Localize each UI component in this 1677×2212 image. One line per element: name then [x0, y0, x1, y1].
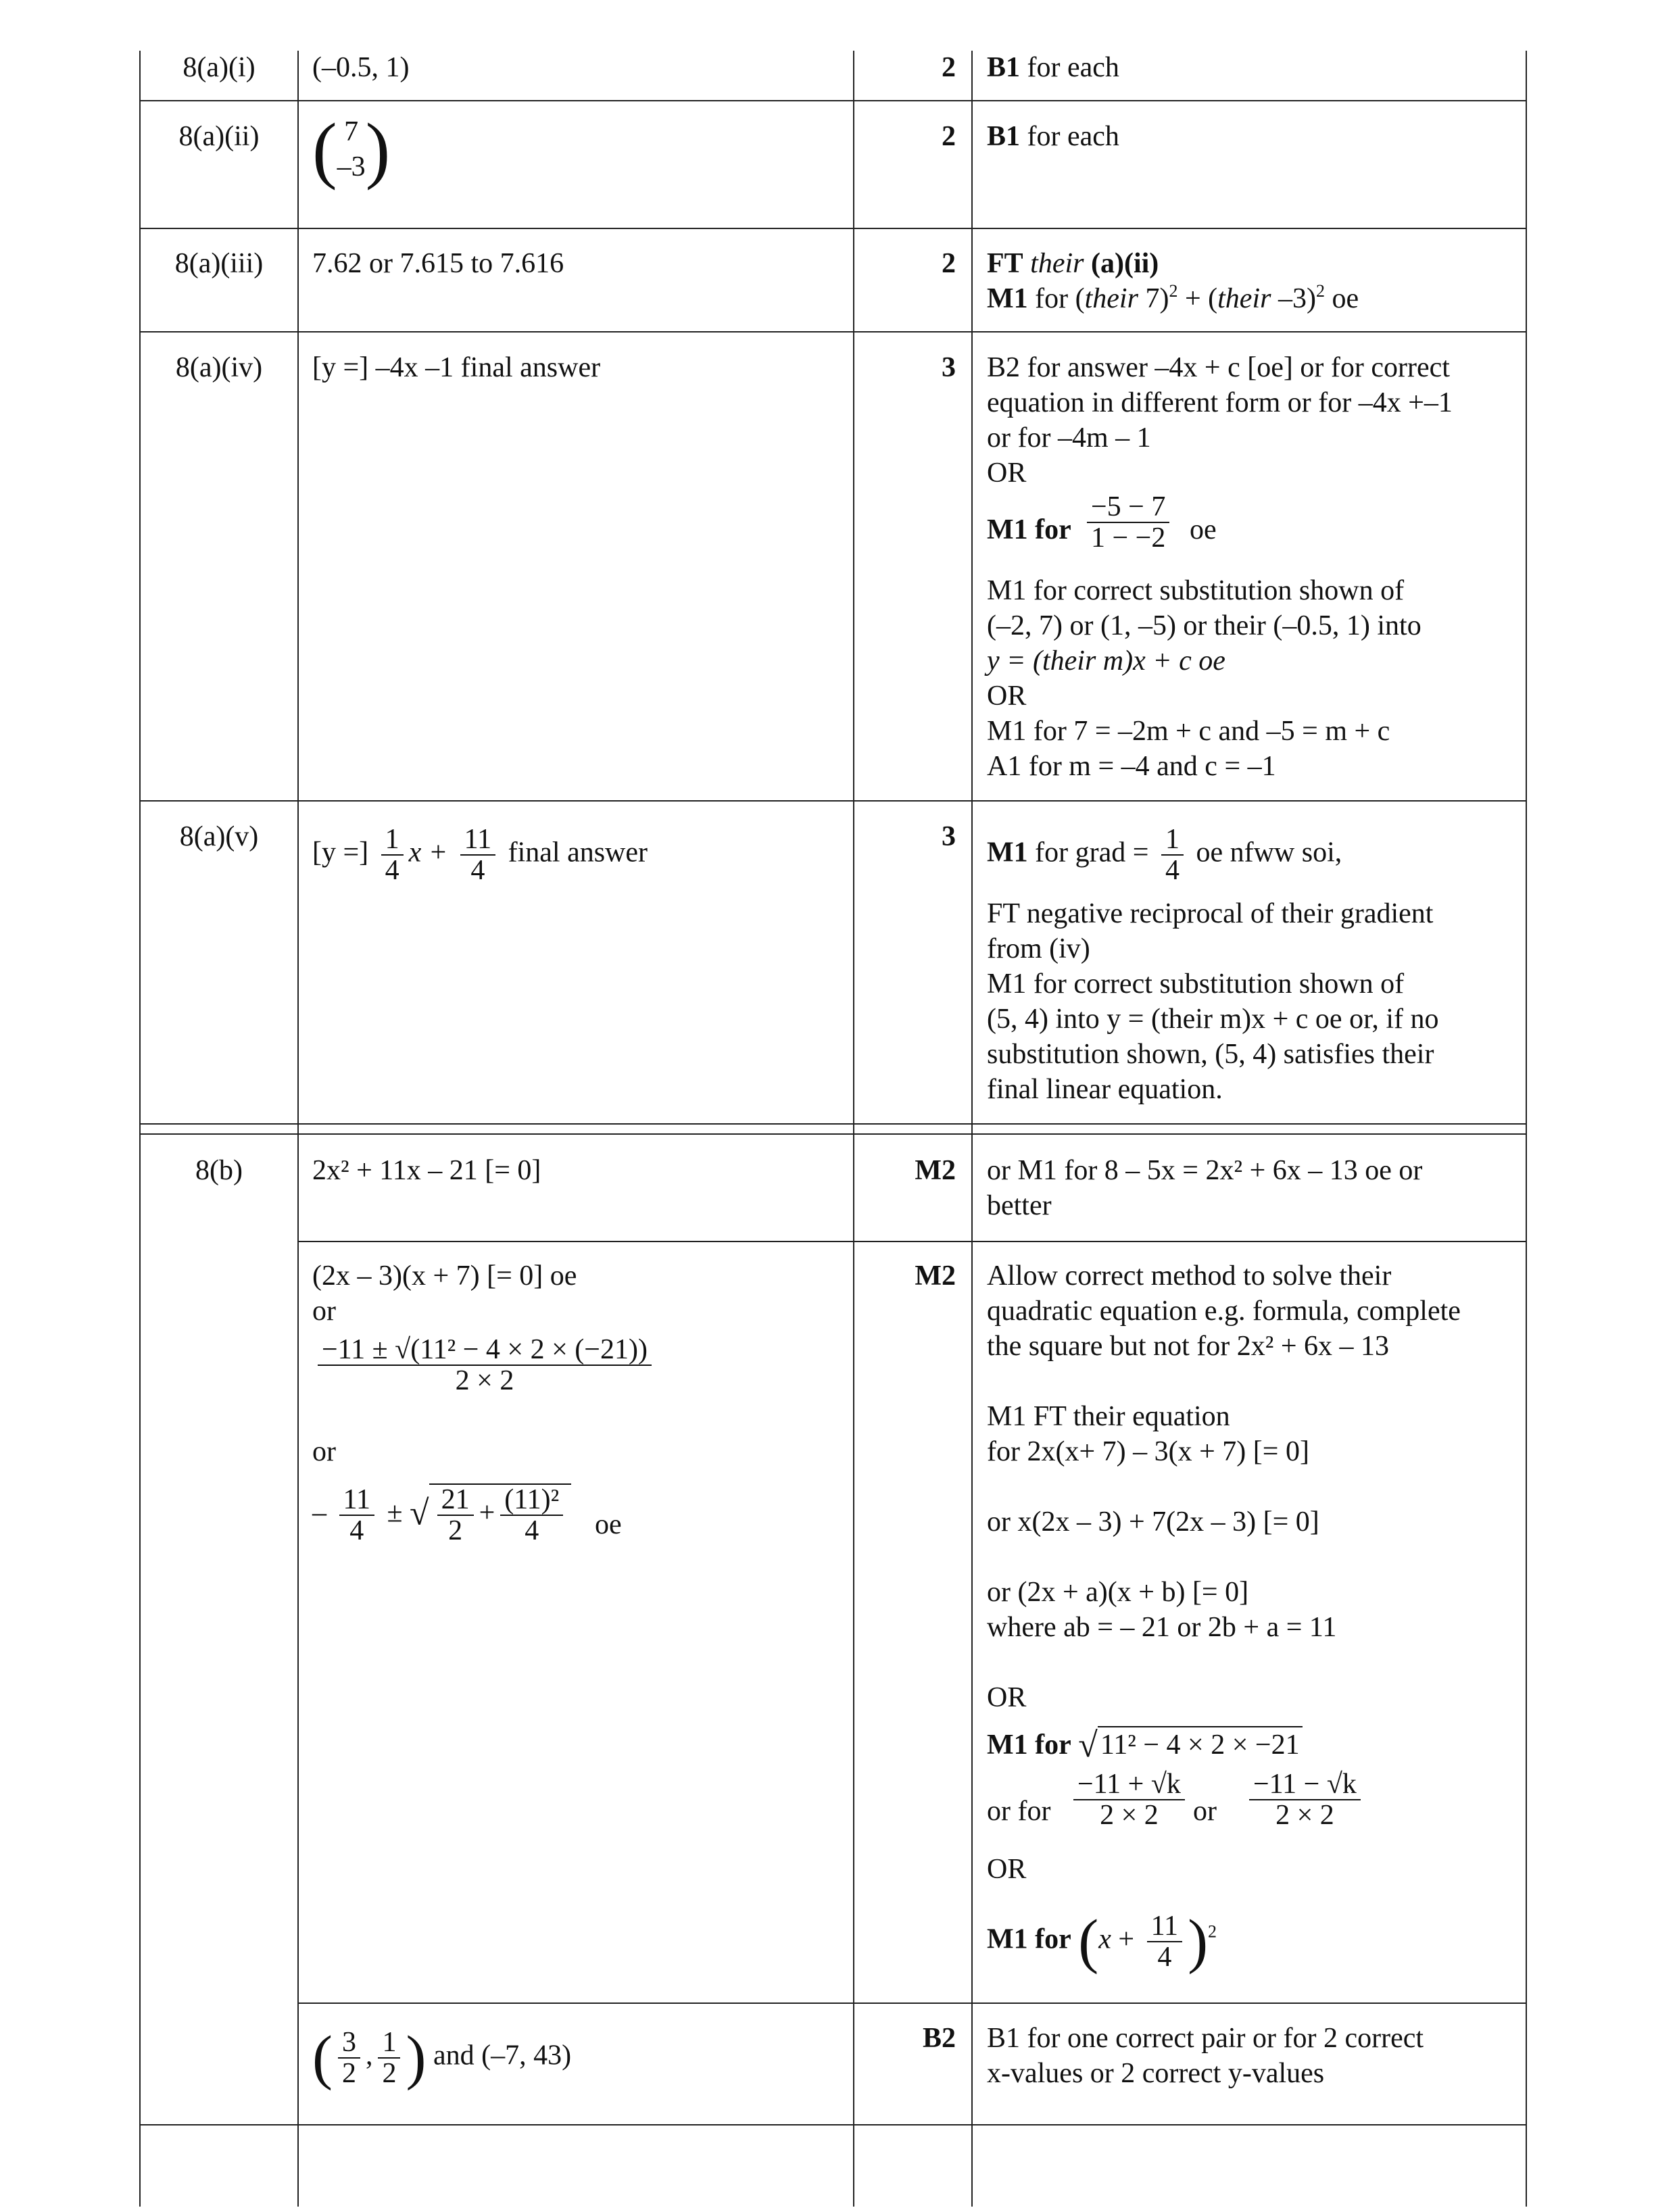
- marks-cell: 2: [942, 121, 956, 152]
- guidance-cell: B1 for each: [987, 52, 1119, 83]
- guidance-line: where ab = – 21 or 2b + a = 11: [987, 1612, 1337, 1643]
- answer-cell: (–0.5, 1): [312, 52, 410, 83]
- row-divider: [139, 2124, 1527, 2125]
- question-number: 8(a)(iv): [175, 352, 263, 383]
- guidance-line: final linear equation.: [987, 1074, 1223, 1105]
- marks-cell: 3: [942, 352, 956, 383]
- guidance-line: M1 for: [987, 514, 1071, 545]
- guidance-line: from (iv): [987, 933, 1090, 964]
- guidance-line: or (2x + a)(x + b) [= 0]: [987, 1577, 1249, 1608]
- k-fraction-plus: $\frac{-11 + √k}{2 \times 2}$: [1068, 1769, 1190, 1830]
- guidance-line: FT negative reciprocal of their gradient: [987, 898, 1434, 929]
- guidance-line: (–2, 7) or (1, –5) or their (–0.5, 1) into: [987, 610, 1421, 641]
- guidance-line: M1 FT their equation: [987, 1401, 1230, 1432]
- vector-top: 7: [344, 116, 359, 147]
- guidance-line: or for: [987, 1796, 1051, 1827]
- column-vector: ( 7 –3 ): [312, 108, 391, 191]
- question-number: 8(a)(iii): [174, 248, 264, 279]
- guidance-line: quadratic equation e.g. formula, complete: [987, 1296, 1461, 1327]
- answer-cell: 2x² + 11x – 21 [= 0]: [312, 1155, 541, 1186]
- guidance-line: FT their (a)(ii): [987, 248, 1159, 279]
- guidance-line: y = (their m)x + c oe: [987, 645, 1225, 677]
- column-divider-marks: [971, 51, 973, 2207]
- question-number: 8(a)(ii): [178, 121, 260, 152]
- guidance-line: B2 for answer –4x + c [oe] or for correct: [987, 352, 1450, 383]
- guidance-line: or x(2x – 3) + 7(2x – 3) [= 0]: [987, 1506, 1319, 1538]
- guidance-line: the square but not for 2x² + 6x – 13: [987, 1331, 1390, 1362]
- row-divider: [139, 228, 1527, 229]
- row-divider: [139, 1123, 1527, 1125]
- answer-cell: ( $\frac{3}{2}$ , $\frac{1}{2}$ ) and (–7, 43): [312, 2024, 572, 2091]
- answer-or: or: [312, 1296, 336, 1327]
- gradient-fraction: $\frac{-5 - 7}{1 - -2}$: [1081, 492, 1175, 553]
- guidance-line: OR: [987, 458, 1027, 489]
- guidance-cell: B1 for each: [987, 121, 1119, 152]
- row-divider: [139, 100, 1527, 101]
- row-divider: [297, 1241, 1527, 1242]
- marks-cell: M2: [915, 1260, 956, 1292]
- column-divider-question: [297, 51, 299, 2207]
- vector-bottom: –3: [337, 151, 366, 182]
- guidance-line: OR: [987, 1682, 1027, 1713]
- guidance-line: oe: [1190, 514, 1217, 545]
- row-divider: [139, 800, 1527, 802]
- guidance-line: A1 for m = –4 and c = –1: [987, 751, 1276, 782]
- guidance-line: for 2x(x+ 7) – 3(x + 7) [= 0]: [987, 1436, 1309, 1467]
- marks-cell: M2: [915, 1155, 956, 1186]
- guidance-line: M1 for (their 7)$^2$ + (their –3)$^2$ oe: [987, 281, 1359, 314]
- guidance-line: or: [1193, 1796, 1217, 1827]
- marks-cell: 3: [942, 821, 956, 852]
- guidance-line: M1 for 7 = –2m + c and –5 = m + c: [987, 716, 1390, 747]
- row-divider: [297, 2002, 1527, 2004]
- guidance-line: substitution shown, (5, 4) satisfies their: [987, 1039, 1434, 1070]
- row-divider: [139, 331, 1527, 333]
- complete-square-expression: – $\frac{11}{4}$ ± √ $\frac{21}{2}$ + $\frac{\text{(11)²}}{4}$: [312, 1483, 571, 1546]
- guidance-line: OR: [987, 1854, 1027, 1885]
- answer-cell: [y =] –4x –1 final answer: [312, 352, 601, 383]
- table-border-right: [1526, 51, 1527, 2207]
- question-number: 8(b): [195, 1155, 243, 1186]
- quadratic-formula: $\frac{\text{−11 ± √(11² − 4 × 2 × (−21))}}{2 \times 2}$: [312, 1335, 657, 1396]
- question-number: 8(a)(v): [179, 821, 259, 852]
- guidance-line: better: [987, 1190, 1052, 1221]
- answer-or: or: [312, 1436, 336, 1467]
- guidance-line: Allow correct method to solve their: [987, 1260, 1392, 1292]
- guidance-line: (5, 4) into y = (their m)x + c oe or, if no: [987, 1004, 1439, 1035]
- answer-cell: [y =] $\frac{1}{4}$ x + $\frac{11}{4}$ final answer: [312, 824, 648, 886]
- guidance-line: or for –4m – 1: [987, 422, 1151, 453]
- guidance-line: OR: [987, 681, 1027, 712]
- guidance-line: or M1 for 8 – 5x = 2x² + 6x – 13 oe or: [987, 1155, 1423, 1186]
- k-fraction-minus: $\frac{-11 - √k}{2 \times 2}$: [1244, 1769, 1366, 1830]
- guidance-line: equation in different form or for –4x +–1: [987, 387, 1453, 418]
- marks-cell: B2: [922, 2023, 956, 2054]
- guidance-line: M1 for √11² − 4 × 2 × −21: [987, 1726, 1303, 1763]
- marks-cell: 2: [942, 248, 956, 279]
- guidance-line: M1 for correct substitution shown of: [987, 968, 1405, 1000]
- row-divider: [139, 1133, 1527, 1135]
- question-number: 8(a)(i): [183, 52, 256, 83]
- guidance-line: M1 for grad = $\frac{1}{4}$ oe nfww soi,: [987, 824, 1342, 886]
- guidance-line: B1 for one correct pair or for 2 correct: [987, 2023, 1424, 2054]
- guidance-line: M1 for correct substitution shown of: [987, 575, 1405, 606]
- answer-oe: oe: [595, 1509, 622, 1540]
- answer-cell: (2x – 3)(x + 7) [= 0] oe: [312, 1260, 577, 1292]
- guidance-line: x-values or 2 correct y-values: [987, 2058, 1325, 2089]
- guidance-line: M1 for (x + $\frac{11}{4}$ )$^2$: [987, 1908, 1217, 1975]
- marks-cell: 2: [942, 52, 956, 83]
- answer-cell: 7.62 or 7.615 to 7.616: [312, 248, 564, 279]
